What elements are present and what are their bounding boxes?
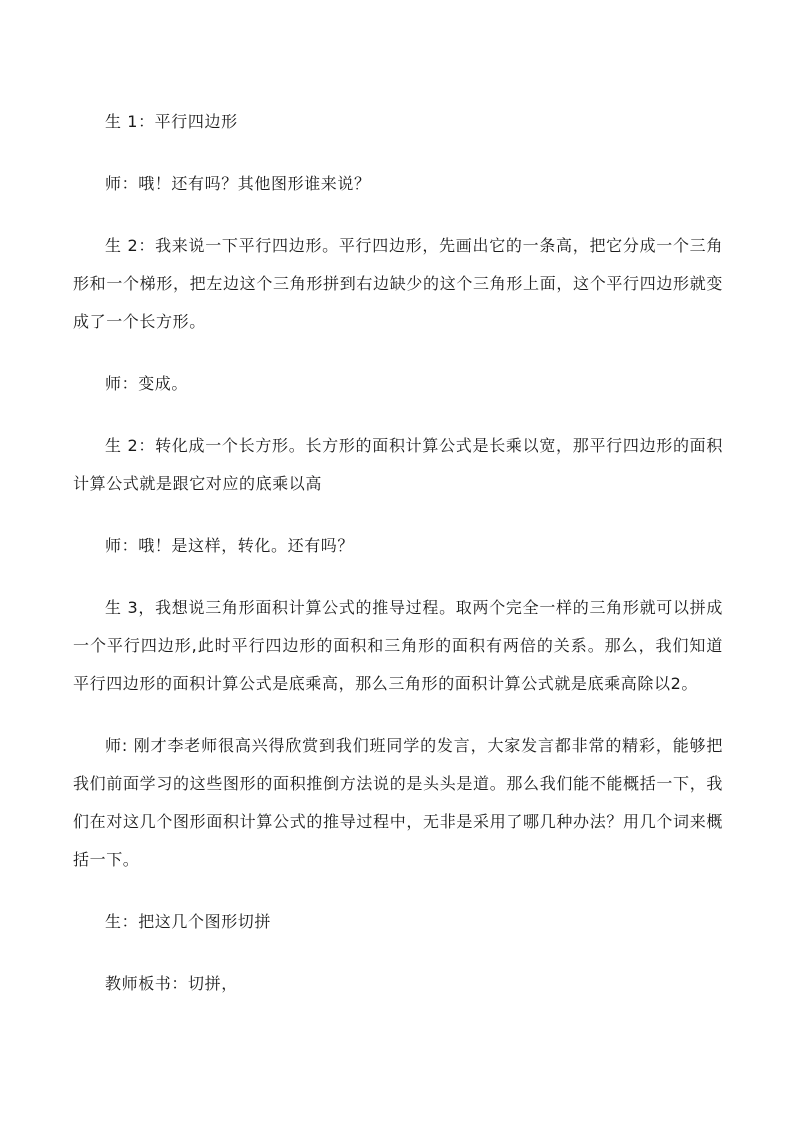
student-response: 生：把这几个图形切拼 [105,912,272,931]
teacher-followup: 师：哦！是这样，转化。还有吗？ [105,536,355,555]
document-body [73,103,723,1027]
teacher-question: 师：哦！还有吗？其他图形谁来说？ [105,174,371,193]
teacher-summary: 师: 刚才李老师很高兴得欣赏到我们班同学的发言，大家发言都非常的精彩，能够把我们前面学习的这些图形的面积推倒方法说的是头头是道。那么我们能不能概括一下，我们在对这几个图形面积计算公式的推导过程中，无非是采用了哪几种办法？用几个词来概括一下。 [73,736,723,869]
teacher-remark: 师：变成。 [105,374,189,393]
student-2-followup: 生 2：转化成一个长方形。长方形的面积计算公式是长乘以宽，那平行四边形的面积计算公式就是跟它对应的底乘以高 [73,436,723,493]
student-3-answer: 生 3，我想说三角形面积计算公式的推导过程。取两个完全一样的三角形就可以拼成一个平行四边形,此时平行四边形的面积和三角形的面积有两倍的关系。那么，我们知道平行四边形的面积计算公式是底乘高，那么三角形的面积计算公式就是底乘高除以2。 [73,598,723,693]
student-2-answer: 生 2：我来说一下平行四边形。平行四边形，先画出它的一条高，把它分成一个三角形和一个梯形，把左边这个三角形拼到右边缺少的这个三角形上面，这个平行四边形就变成了一个长方形。 [73,236,723,331]
student-1-answer: 生 1：平行四边形 [105,112,238,131]
blackboard-note: 教师板书：切拼， [105,974,238,993]
